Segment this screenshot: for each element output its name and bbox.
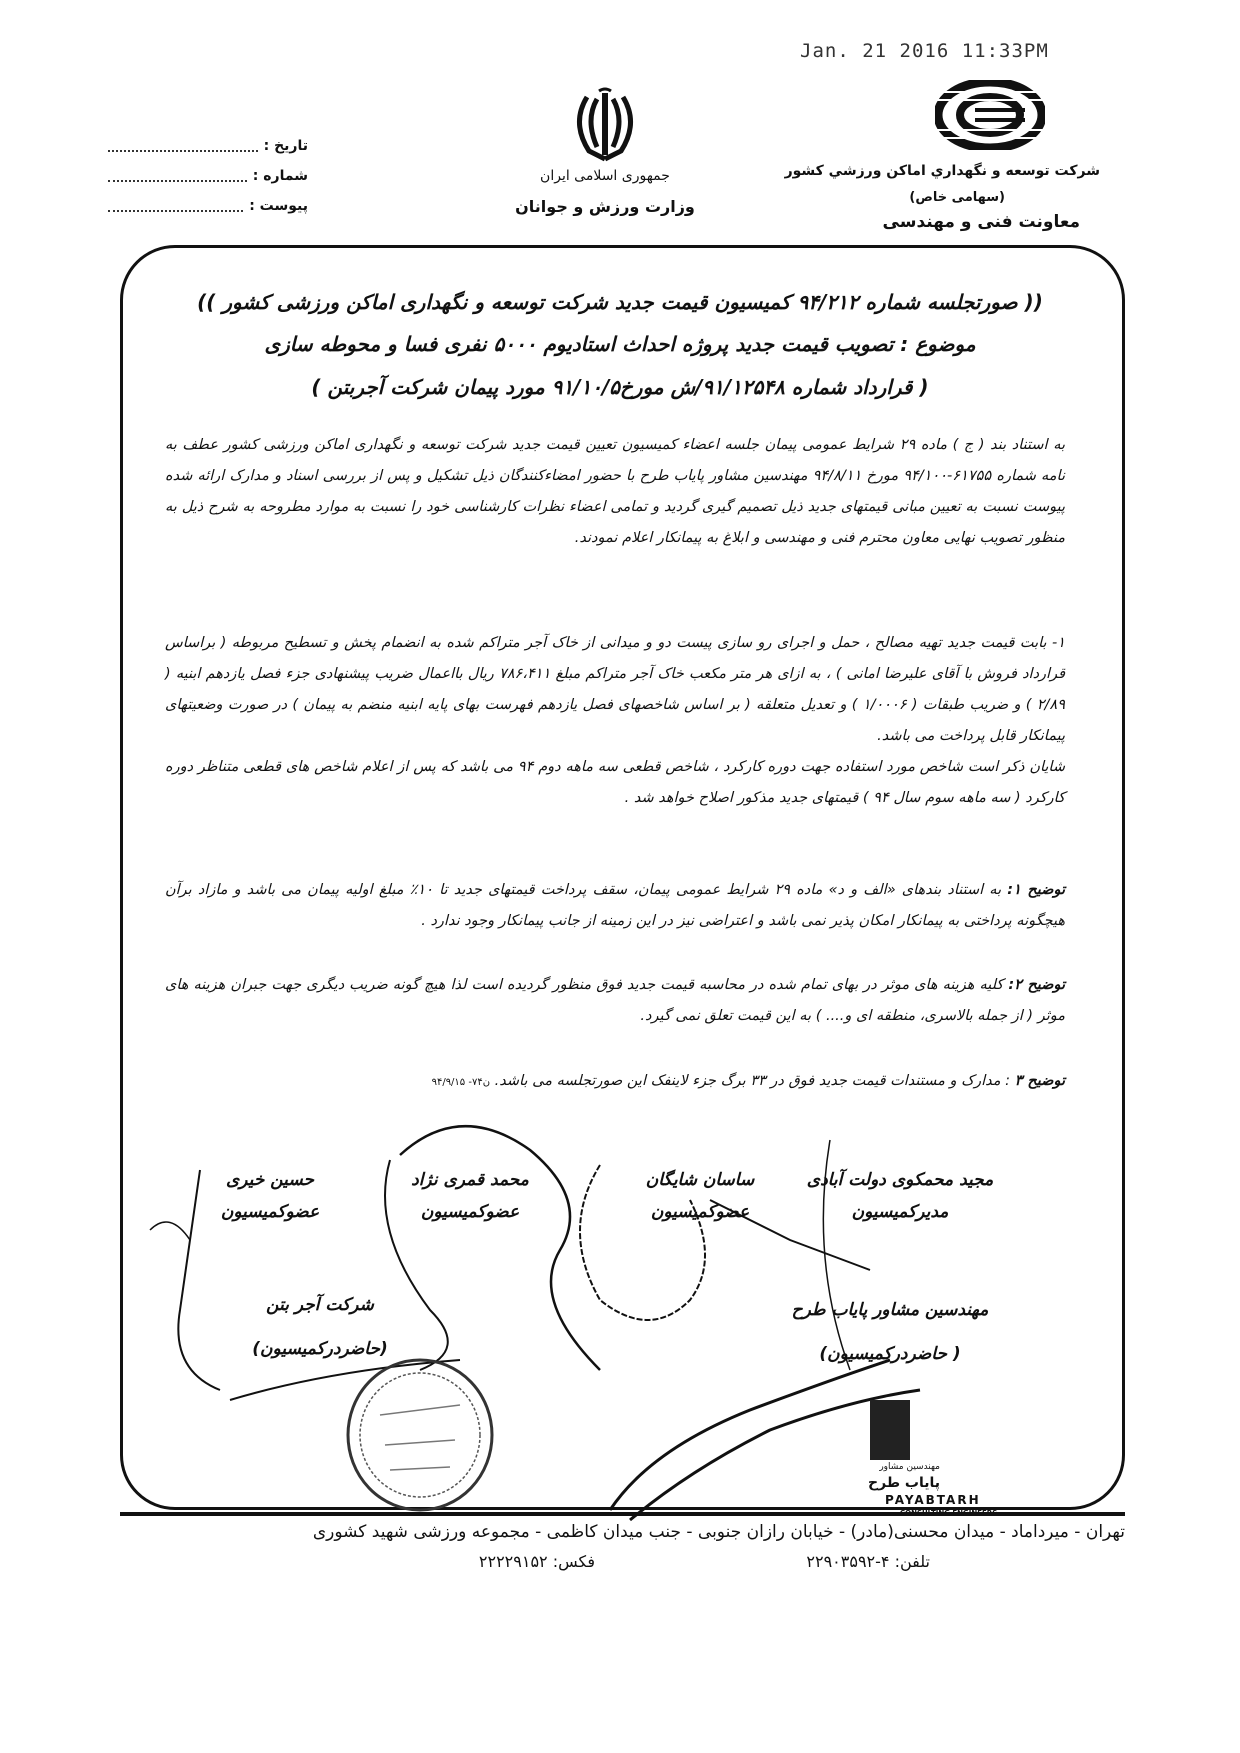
stamp-line-3: PAYABTARH [885,1493,981,1507]
item-1-note: شایان ذکر است شاخص مورد استفاده جهت دوره کارکرد ، شاخص قطعی سه ماهه دوم ۹۴ می باشد که پس از اعلام شاخص های قطعی متناظر دوره کارکرد ( سه ماهه سوم سال ۹۴ ) قیمتهای جدید مذکور اصلاح خواهد شد . [165,759,1065,806]
company-name: شرکت توسعه و نگهداري اماكن ورزشي كشور [784,163,1100,179]
company-logo-icon [935,80,1045,150]
signatory-member-2 [390,1170,550,1222]
signatory-member-1 [620,1170,780,1222]
footer-divider [120,1512,1125,1516]
note-3-text: : مدارک و مستندات قیمت جدید فوق در ۳۳ برگ جزء لاینفک این صورتجلسه می باشد. [494,1073,1010,1089]
note-3 [165,1066,1065,1098]
ministry-name: وزارت ورزش و جوانان [515,197,695,216]
note-3-label: توضیح ۳ [1014,1073,1065,1089]
stamp-logo-icon [870,1400,910,1460]
company-type: (سهامی خاص) [909,190,1005,205]
company-department: معاونت فنی و مهندسی [882,212,1080,232]
party-contractor [230,1295,410,1359]
consultant-stamp [830,1400,1000,1510]
note-1-text: به استناد بندهای «الف و د» ماده ۲۹ شرایط عمومی پیمان، سقف پرداخت قیمتهای جدید تا ۱۰٪ مبلغ اولیه پیمان می باشد و مازاد برآن هیچگونه پرداختی به پیمانکار امکان پذیر نمی باشد و اعتراضی نیز در این زمینه از جانب پیمانکار وجود ندارد . [165,882,1065,929]
note-1 [165,875,1065,937]
signatory-name: مجید محمکوی دولت آبادی [806,1170,994,1190]
number-label: شماره : [252,168,308,184]
party-consultant [770,1300,1010,1364]
signatory-member-3 [200,1170,340,1222]
footer-address: تهران - میرداماد - میدان محسنی(مادر) - خیابان رازان جنوبی - جنب میدان کاظمی - مجموعه ورزشی شهید کشوری [312,1522,1125,1542]
contract-title: ( قرارداد شماره ۹۱/۱۲۵۴۸/ش مورخ۹۱/۱۰/۵ مورد پیمان شرکت آجربتن ) [311,375,929,399]
signatory-role: مدیرکمیسیون [851,1202,949,1222]
date-field [108,138,308,154]
party-name: شرکت آجر بتن [266,1295,374,1315]
contractor-seal-icon [340,1355,500,1515]
footer-phone: تلفن: ۴-۲۲۹۰۳۵۹۲ [806,1552,930,1571]
intro-paragraph: به استناد بند ( ج ) ماده ۲۹ شرایط عمومی پیمان جلسه اعضاء کمیسیون تعیین قیمت جدید شرکت توسعه و نگهداری اماکن ورزشی کشور عطف به نامه شماره ۶۱۷۵۵-۹۴/۱۰۰ مورخ ۹۴/۸/۱۱ مهندسین مشاور پایاب طرح با حضور امضاءکنندگان ذیل تشکیل و پس از بررسی اسناد و مدارک ارائه شده پیوست نسبت به تعیین مبانی قیمتهای جدید ذیل تصمیم گیری گردید و تمامی اعضاء نظرات کارشناسی خود را نسبت به موارد مطروحه به شرح ذیل به منظور تصویب نهایی معاون محترم فنی و مهندسی و ابلاغ به پیمانکار اعلام نمودند. [165,437,1066,546]
minutes-title: (( صورتجلسه شماره ۹۴/۲۱۲ کمیسیون قیمت جدید شرکت توسعه و نگهداری اماکن ورزشی کشور )) [197,290,1043,314]
number-field [108,168,308,184]
attachment-label: پیوست : [249,198,308,214]
party-name: مهندسین مشاور پایاب طرح [791,1300,989,1320]
stamp-line-2: پایاب طرح [868,1475,940,1491]
attachment-field [108,198,308,214]
subject-title: موضوع : تصویب قیمت جدید پروژه احداث استادیوم ۵۰۰۰ نفری فسا و محوطه سازی [264,332,976,356]
stamp-line-1: مهندسین مشاور [879,1462,940,1472]
iran-emblem-icon [575,85,635,165]
note-2 [165,970,1065,1032]
signatory-director [790,1170,1010,1222]
item-1-paragraph: ۱- بابت قیمت جدید تهیه مصالح ، حمل و اجرای رو سازی پیست دو و میدانی از خاک آجر متراکم شده به انضمام پخش و تسطیح مربوطه ( براساس قرارداد فروش با آقای علیرضا امانی ) ، به ازای هر متر مکعب خاک آجر متراکم مبلغ ۷۸۶،۴۱۱ ریال بااعمال ضریب پیشنهادی جزء فصل یازدهم ابنیه ( ۲/۸۹ ) و ضریب طبقات ( ۱/۰۰۰۶ ) و تعدیل متعلقه ( بر اساس شاخصهای فصل یازدهم فهرست بهای پایه ابنیه منضم به پیمان ) در صورت وضعیتهای پیمانکار قابل پرداخت می باشد. [165,635,1065,744]
government-name: جمهوری اسلامی ایران [540,168,670,184]
note-1-label: توضیح ۱: [1007,882,1066,898]
signatory-name: حسین خیری [226,1170,314,1190]
signatory-role: عضوکمیسیون [420,1202,520,1222]
note-3-handwritten-ref: ن۷۴- ۹۴/۹/۱۵ [431,1077,491,1088]
signatory-role: عضوکمیسیون [220,1202,320,1222]
note-2-label: توضیح ۲: [1008,977,1066,993]
party-role: (حاضردرکمیسیون) [252,1339,388,1359]
signatory-name: ساسان شایگان [645,1170,755,1190]
signatory-role: عضوکمیسیون [650,1202,750,1222]
fax-timestamp: Jan. 21 2016 11:33PM [800,40,1049,62]
party-role: ( حاضردرکمیسیون) [819,1344,961,1364]
footer-fax: فکس: ۲۲۲۲۹۱۵۲ [478,1552,595,1571]
signatory-name: محمد قمری نژاد [411,1170,529,1190]
note-2-text: کلیه هزینه های موثر در بهای تمام شده در محاسبه قیمت جدید فوق منظور گردیده است لذا هیچ گونه ضریب دیگری جهت جبران هزینه های موثر ( از جمله بالاسری، منطقه ای و.... ) به این قیمت تعلق نمی گیرد. [165,977,1065,1024]
date-label: تاریخ : [263,138,308,154]
